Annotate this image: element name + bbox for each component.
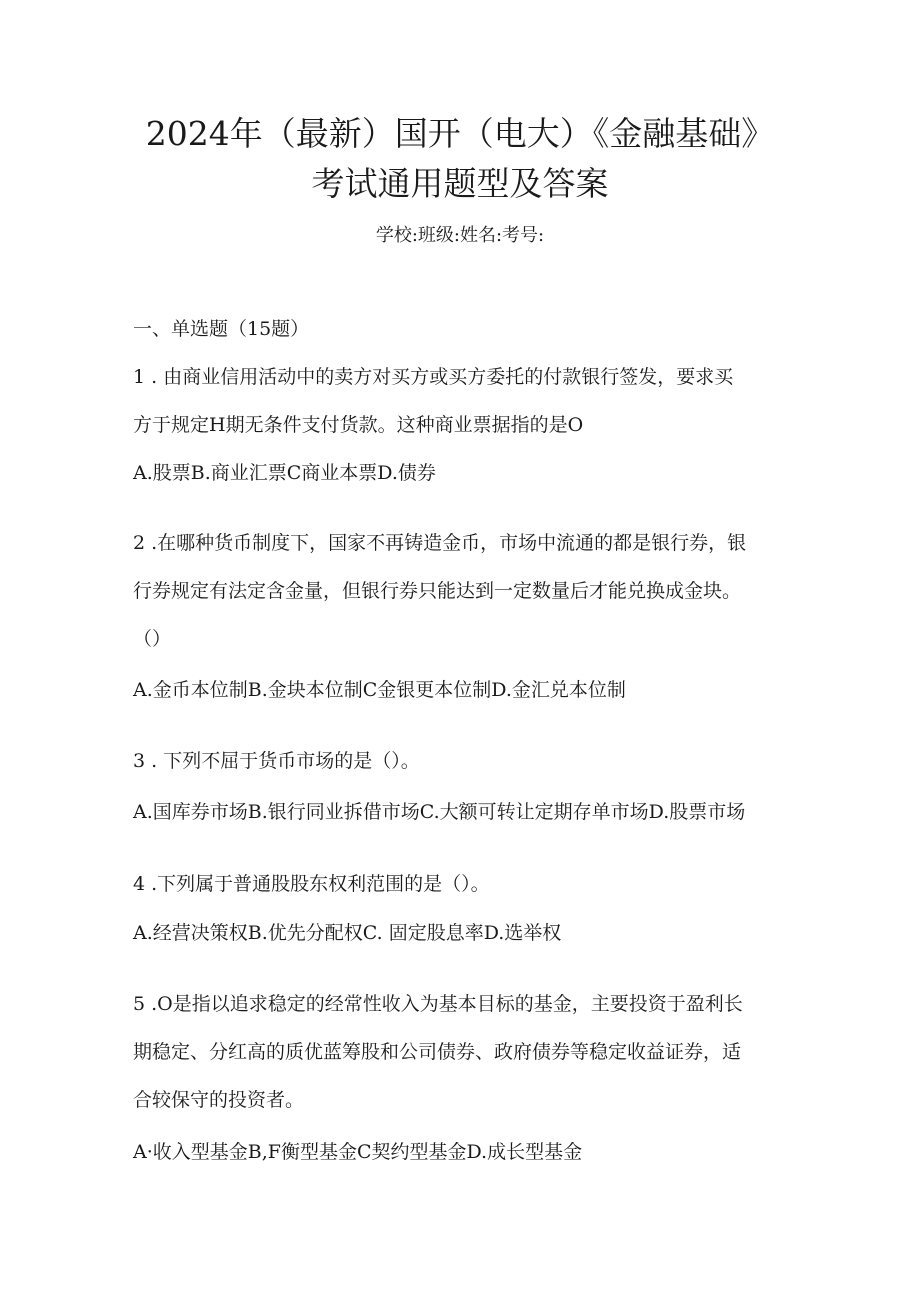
document-title-line-1: 2024年（最新）国开（电大）《金融基础》 <box>145 114 775 153</box>
section-heading: 一、单选题（15题） <box>133 318 310 340</box>
question-5-line-2: 期稳定、分红高的质优蓝筹股和公司债券、政府债券等稳定收益证券，适 <box>133 1041 742 1063</box>
question-3-options: A.国库券市场B.银行同业拆借市场C.大额可转让定期存单市场D.股票市场 <box>133 801 746 823</box>
question-2-line-1: 2 .在哪种货币制度下，国家不再铸造金币，市场中流通的都是银行券，银 <box>133 532 747 554</box>
question-5-line-1: 5 .O是指以追求稳定的经常性收入为基本目标的基金，主要投资于盈利长 <box>133 993 743 1015</box>
question-5-line-3: 合较保守的投资者。 <box>133 1089 305 1111</box>
question-5-options: A·收入型基金B,F衡型基金C契约型基金D.成长型基金 <box>133 1141 583 1163</box>
question-4-options: A.经营决策权B.优先分配权C. 固定股息率D.选举权 <box>133 922 562 944</box>
student-info-line: 学校:班级:姓名:考号: <box>375 225 545 246</box>
question-2-line-2: 行券规定有法定含金量，但银行券只能达到一定数量后才能兑换成金块。 <box>133 580 742 602</box>
question-4-line-1: 4 .下列属于普通股股东权利范围的是（）。 <box>133 873 490 895</box>
question-1-options: A.股票B.商业汇票C商业本票D.债券 <box>133 462 436 484</box>
question-1-line-1: 1 . 由商业信用活动中的卖方对买方或买方委托的付款银行签发，要求买 <box>133 366 734 388</box>
question-2-options: A.金币本位制B.金块本位制C金银更本位制D.金汇兑本位制 <box>133 679 626 701</box>
question-3-line-1: 3 . 下列不屈于货币市场的是（）。 <box>133 750 420 772</box>
question-1-line-2: 方于规定H期无条件支付货款。这种商业票据指的是O <box>133 414 584 436</box>
document-title-line-2: 考试通用题型及答案 <box>311 164 609 203</box>
question-2-line-3: （） <box>133 628 172 650</box>
